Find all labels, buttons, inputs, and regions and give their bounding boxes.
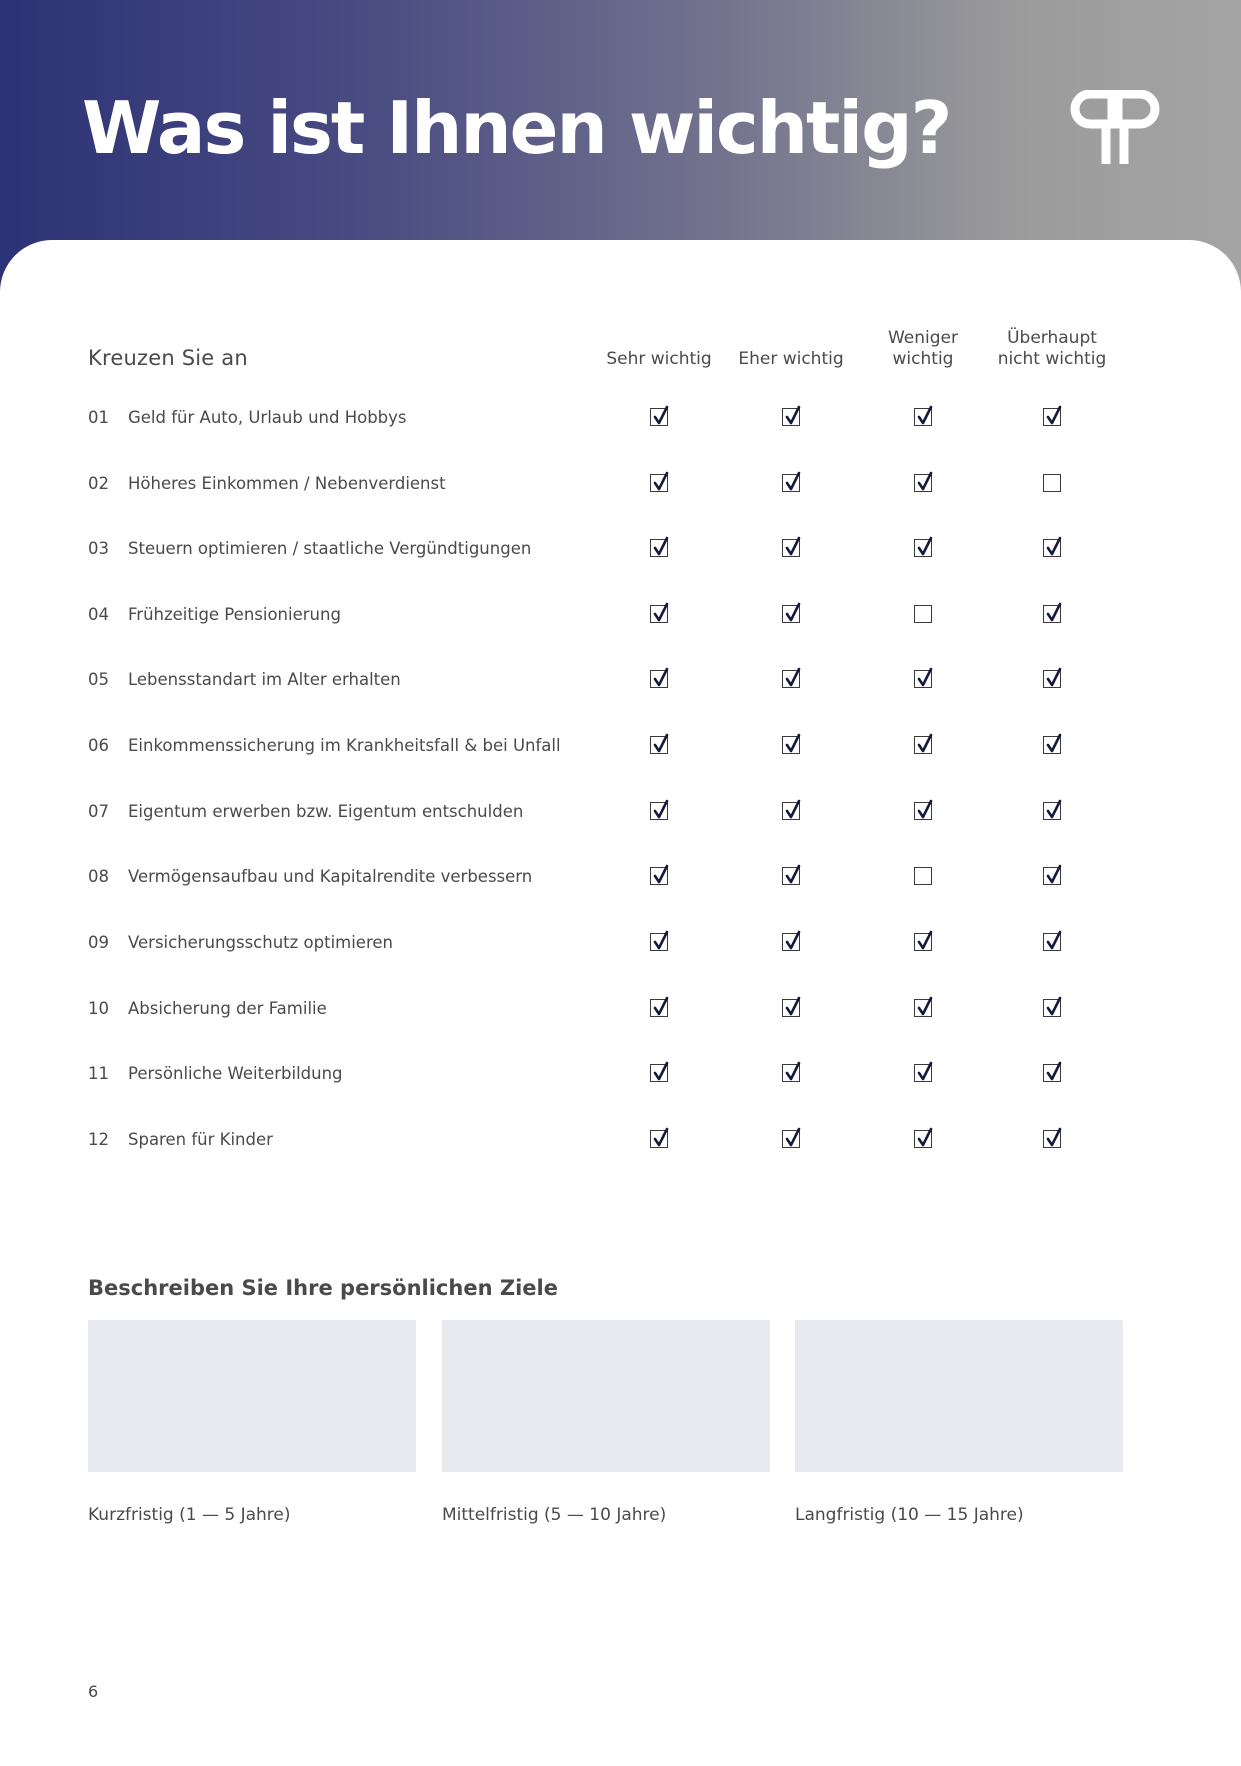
- row-number: 02: [88, 474, 109, 493]
- goal-box-short-term[interactable]: [88, 1320, 416, 1472]
- checkmark-icon: [652, 799, 670, 821]
- checkbox-2[interactable]: [782, 670, 800, 688]
- checkmark-icon: [1045, 996, 1063, 1018]
- column-header-line2: Sehr wichtig: [606, 349, 712, 369]
- checkmark-icon: [1045, 1127, 1063, 1149]
- row-label: Persönliche Weiterbildung: [128, 1064, 343, 1083]
- checkbox-3[interactable]: [914, 1064, 932, 1082]
- checkmark-icon: [916, 667, 934, 689]
- checkmark-icon: [784, 864, 802, 886]
- row-label: Vermögensaufbau und Kapitalrendite verbessern: [128, 867, 533, 886]
- checkmark-icon: [916, 1127, 934, 1149]
- row-label: Geld für Auto, Urlaub und Hobbys: [128, 408, 407, 427]
- checkmark-icon: [1045, 864, 1063, 886]
- goal-label-mid-term: Mittelfristig (5 — 10 Jahre): [442, 1505, 667, 1525]
- goal-box-long-term[interactable]: [795, 1320, 1123, 1472]
- checkmark-icon: [784, 1127, 802, 1149]
- column-header-line2: wichtig: [892, 349, 954, 369]
- row-label: Frühzeitige Pensionierung: [128, 605, 341, 624]
- checkbox-4[interactable]: [1043, 1130, 1061, 1148]
- checkbox-1[interactable]: [650, 933, 668, 951]
- checkbox-1[interactable]: [650, 605, 668, 623]
- column-header-line1: Weniger: [887, 328, 958, 348]
- checkmark-icon: [1045, 536, 1063, 558]
- checkmark-icon: [652, 930, 670, 952]
- checkbox-2[interactable]: [782, 1130, 800, 1148]
- checkmark-icon: [784, 799, 802, 821]
- row-label: Lebensstandart im Alter erhalten: [128, 670, 401, 689]
- checkmark-icon: [652, 471, 670, 493]
- checkmark-icon: [652, 602, 670, 624]
- checkmark-icon: [784, 405, 802, 427]
- checkbox-4[interactable]: [1043, 408, 1061, 426]
- row-label: Steuern optimieren / staatliche Vergündtigungen: [128, 539, 532, 558]
- checkbox-4[interactable]: [1043, 539, 1061, 557]
- checkmark-icon: [916, 471, 934, 493]
- checkmark-icon: [1045, 1061, 1063, 1083]
- checkbox-1[interactable]: [650, 408, 668, 426]
- checkmark-icon: [1045, 733, 1063, 755]
- checkmark-icon: [652, 996, 670, 1018]
- checkmark-icon: [652, 733, 670, 755]
- checkmark-icon: [784, 733, 802, 755]
- checkbox-4[interactable]: [1043, 999, 1061, 1017]
- row-number: 07: [88, 802, 109, 821]
- row-number: 09: [88, 933, 109, 952]
- checkbox-3[interactable]: [914, 670, 932, 688]
- row-number: 03: [88, 539, 109, 558]
- page-title: Was ist Ihnen wichtig?: [82, 86, 951, 170]
- row-label: Eigentum erwerben bzw. Eigentum entschulden: [128, 802, 524, 821]
- goal-box-mid-term[interactable]: [442, 1320, 770, 1472]
- row-number: 08: [88, 867, 109, 886]
- checkbox-3[interactable]: [914, 1130, 932, 1148]
- checkbox-4[interactable]: [1043, 1064, 1061, 1082]
- checkbox-1[interactable]: [650, 1130, 668, 1148]
- column-header-line1: Überhaupt: [1007, 328, 1097, 348]
- checkmark-icon: [652, 864, 670, 886]
- checkbox-4[interactable]: [1043, 933, 1061, 951]
- checkmark-icon: [1045, 799, 1063, 821]
- checkmark-icon: [1045, 930, 1063, 952]
- checkbox-4[interactable]: [1043, 474, 1061, 492]
- checkbox-3[interactable]: [914, 539, 932, 557]
- checkbox-4[interactable]: [1043, 802, 1061, 820]
- checkmark-icon: [916, 536, 934, 558]
- checkbox-2[interactable]: [782, 408, 800, 426]
- checkbox-3[interactable]: [914, 933, 932, 951]
- checkmark-icon: [916, 996, 934, 1018]
- checkmark-icon: [916, 733, 934, 755]
- goals-heading: Beschreiben Sie Ihre persönlichen Ziele: [88, 1276, 558, 1300]
- checkbox-1[interactable]: [650, 539, 668, 557]
- checkbox-2[interactable]: [782, 1064, 800, 1082]
- column-header-line2: nicht wichtig: [997, 349, 1107, 369]
- row-number: 10: [88, 999, 109, 1018]
- row-number: 12: [88, 1130, 109, 1149]
- goal-label-long-term: Langfristig (10 — 15 Jahre): [795, 1505, 1024, 1525]
- checkmark-icon: [916, 799, 934, 821]
- row-label: Höheres Einkommen / Nebenverdienst: [128, 474, 446, 493]
- checkbox-2[interactable]: [782, 802, 800, 820]
- page-number: 6: [88, 1682, 99, 1701]
- checkbox-4[interactable]: [1043, 605, 1061, 623]
- checkmark-icon: [916, 405, 934, 427]
- checkbox-3[interactable]: [914, 867, 932, 885]
- checkbox-4[interactable]: [1043, 670, 1061, 688]
- checkbox-3[interactable]: [914, 802, 932, 820]
- row-number: 04: [88, 605, 109, 624]
- checkmark-icon: [784, 536, 802, 558]
- row-label: Einkommenssicherung im Krankheitsfall & bei Unfall: [128, 736, 561, 755]
- checkbox-1[interactable]: [650, 474, 668, 492]
- checkmark-icon: [784, 471, 802, 493]
- checkmark-icon: [1045, 667, 1063, 689]
- row-number: 05: [88, 670, 109, 689]
- checkmark-icon: [652, 536, 670, 558]
- checkbox-2[interactable]: [782, 933, 800, 951]
- row-number: 06: [88, 736, 109, 755]
- checkbox-1[interactable]: [650, 1064, 668, 1082]
- checkmark-icon: [784, 667, 802, 689]
- checkmark-icon: [784, 1061, 802, 1083]
- checkmark-icon: [652, 1127, 670, 1149]
- row-label: Versicherungsschutz optimieren: [128, 933, 393, 952]
- checkmark-icon: [652, 405, 670, 427]
- checkbox-1[interactable]: [650, 999, 668, 1017]
- checkbox-2[interactable]: [782, 736, 800, 754]
- column-header-line2: Eher wichtig: [738, 349, 844, 369]
- checkbox-4[interactable]: [1043, 867, 1061, 885]
- checkmark-icon: [916, 1061, 934, 1083]
- checkbox-3[interactable]: [914, 408, 932, 426]
- goal-label-short-term: Kurzfristig (1 — 5 Jahre): [88, 1505, 291, 1525]
- row-label: Sparen für Kinder: [128, 1130, 273, 1149]
- checkbox-4[interactable]: [1043, 736, 1061, 754]
- checkmark-icon: [652, 667, 670, 689]
- checkmark-icon: [784, 930, 802, 952]
- questionnaire-heading: Kreuzen Sie an: [88, 346, 248, 370]
- checkbox-2[interactable]: [782, 539, 800, 557]
- checkmark-icon: [784, 602, 802, 624]
- checkmark-icon: [652, 1061, 670, 1083]
- row-number: 01: [88, 408, 109, 427]
- row-label: Absicherung der Familie: [128, 999, 327, 1018]
- checkbox-1[interactable]: [650, 802, 668, 820]
- checkbox-3[interactable]: [914, 605, 932, 623]
- checkbox-1[interactable]: [650, 670, 668, 688]
- checkbox-2[interactable]: [782, 867, 800, 885]
- checkmark-icon: [1045, 602, 1063, 624]
- checkbox-1[interactable]: [650, 736, 668, 754]
- checkbox-1[interactable]: [650, 867, 668, 885]
- checkbox-3[interactable]: [914, 999, 932, 1017]
- checkbox-2[interactable]: [782, 474, 800, 492]
- checkmark-icon: [916, 930, 934, 952]
- checkbox-3[interactable]: [914, 474, 932, 492]
- checkbox-2[interactable]: [782, 605, 800, 623]
- checkbox-2[interactable]: [782, 999, 800, 1017]
- checkmark-icon: [784, 996, 802, 1018]
- checkmark-icon: [1045, 405, 1063, 427]
- checkbox-3[interactable]: [914, 736, 932, 754]
- row-number: 11: [88, 1064, 109, 1083]
